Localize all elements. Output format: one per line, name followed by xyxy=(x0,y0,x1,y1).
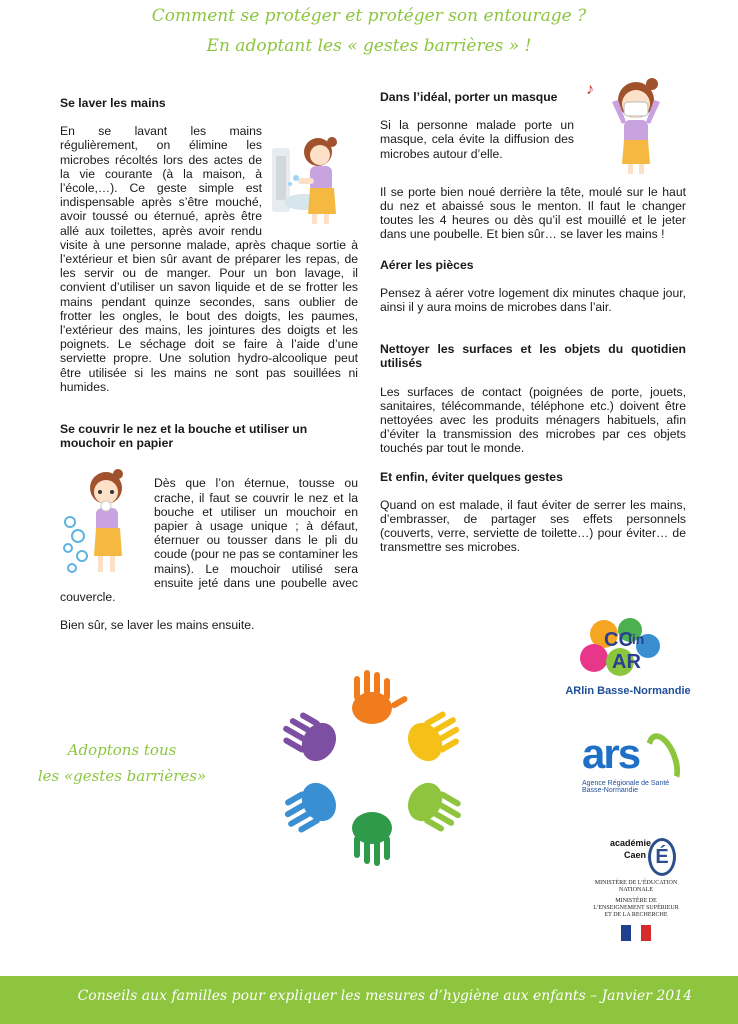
arlin-caption: ARlin Basse-Normandie xyxy=(565,685,691,697)
footer-bar xyxy=(0,976,738,1024)
slogan-line-1: Adoptons tous xyxy=(67,741,177,759)
section-text-wash-hands: En se lavant les mains régulièrement, on élimine les microbes récoltés lors des actes de la vie courante (à la maison, à l’école,…). Ce geste simple est indispensable après s’être mouché, avoir toussé ou éternué, après être allé aux toilettes, après avoir rendu visite à une personne malade, après chaque sortie à l’extérieur et bien sûr avant de préparer les repas, de les servir ou de manger. Pour un bon lavage, il convient d’utiliser un savon liquide et de se frotter les mains pendant quinze secondes, sans oublier de frotter les ongles, le bout des doigts, les paumes, l’extérieur des mains, les jointures des doigts et les poignets. Le séchage doit se faire à l’aide d’une serviette propre. Une solution hydro-alcoolique peut être utilisée si les mains ne sont pas souillées ni humides. xyxy=(60,124,358,394)
academie-caen-logo xyxy=(592,832,680,942)
music-note-icon: ♪ xyxy=(586,81,594,98)
hand-yellow xyxy=(401,706,468,768)
hand-purple xyxy=(276,706,343,768)
arlin-emblem xyxy=(564,618,692,680)
ars-logo xyxy=(582,730,692,800)
section-title-ventilate: Aérer les pièces xyxy=(380,257,474,272)
french-flag-icon xyxy=(621,925,651,941)
slogan xyxy=(22,737,222,789)
hand-orange xyxy=(352,670,409,724)
e-accent-emblem-icon: É xyxy=(648,838,676,876)
section-title-wear-mask: Dans l’idéal, porter un masque xyxy=(380,90,558,104)
hand-blue xyxy=(276,777,343,839)
girl-washing-hands-illustration xyxy=(270,128,358,228)
section-text-clean-surfaces: Les surfaces de contact (poignées de porte, jouets, sanitaires, télécommande, téléphone etc.) doivent être nettoyées avec les produits ménagers habituels, afin d’éviter la transmission des microbes par ces objets touchés par tout le monde. xyxy=(380,384,686,456)
hand-light-green xyxy=(401,777,468,839)
arlin-lin-text: lin xyxy=(628,631,645,647)
caen-word: Caen xyxy=(624,850,647,860)
ars-word: ars xyxy=(582,730,640,777)
right-column xyxy=(380,81,686,555)
section-title-avoid-gestures: Et enfin, éviter quelques gestes xyxy=(380,469,563,484)
section-text-cover-nose: Dès que l’on éternue, tousse ou crache, il faut se couvrir le nez et la bouche et utiliser un mouchoir en papier à usage unique ; à défaut, éternuer ou tousser dans le pli du coude (pour ne pas se contaminer les mains). Le mouchoir utilisé sera ensuite jeté dans une poubelle avec couvercle. xyxy=(60,476,358,605)
footer-text: Conseils aux familles pour expliquer les mesures d’hygiène aux enfants – Janvier 2014 xyxy=(77,988,692,1004)
section-title-clean-surfaces: Nettoyer les surfaces et les objets du quotidien utilisés xyxy=(380,342,686,371)
header-line-1: Comment se protéger et protéger son entourage ? xyxy=(151,6,587,26)
academie-word: académie xyxy=(610,838,652,848)
slogan-line-2: les «gestes barrières» xyxy=(37,767,207,785)
ars-subtitle-2: Basse-Normandie xyxy=(582,787,639,794)
hand-dark-green xyxy=(352,812,392,866)
colored-hands-circle-illustration xyxy=(262,660,482,870)
section-text-ventilate: Pensez à aérer votre logement dix minutes chaque jour, ainsi il y aura moins de microbes dans l’air. xyxy=(380,285,686,315)
section-text-mask-2: Il se porte bien noué derrière la tête, moulé sur le haut du nez et abaissé sous le menton. Il faut le changer toutes les 4 heures ou dès qu’il est mouillé et le jeter dans une poubelle. Et bien sûr… se laver les mains ! xyxy=(380,184,686,242)
left-column xyxy=(60,96,358,633)
ministry-line-1: MINISTÈRE DE L’ÉDUCATION NATIONALE xyxy=(594,880,678,893)
ars-wordmark xyxy=(582,730,692,777)
ars-subtitle-1: Agence Régionale de Santé xyxy=(582,780,670,787)
section-text-avoid-gestures: Quand on est malade, il faut éviter de serrer les mains, d’embrasser, de partager ses effets personnels (couverts, verre, serviette de toilette…) pour éviter… de transmettre ses microbes. xyxy=(380,497,686,555)
sneezing-girl-illustration xyxy=(60,468,144,582)
ministry-line-2: MINISTÈRE DE L’ENSEIGNEMENT SUPÉRIEUR ET DE LA RECHERCHE xyxy=(593,898,679,918)
header-line-2: En adoptant les « gestes barrières » ! xyxy=(206,36,532,56)
arlin-ar-text: AR xyxy=(612,651,641,673)
arlin-cc-text: CC xyxy=(604,629,633,651)
girl-wearing-mask-illustration xyxy=(582,72,686,176)
section-title-wash-hands: Se laver les mains xyxy=(60,96,166,110)
section-text-mask-1: Si la personne malade porte un masque, cela évite la diffusion des microbes autour d’elle. xyxy=(380,118,574,161)
arlin-logo xyxy=(564,618,692,700)
section-text-wash-after: Bien sûr, se laver les mains ensuite. xyxy=(60,618,255,633)
section-title-cover-nose: Se couvrir le nez et la bouche et utiliser un mouchoir en papier xyxy=(60,422,308,451)
